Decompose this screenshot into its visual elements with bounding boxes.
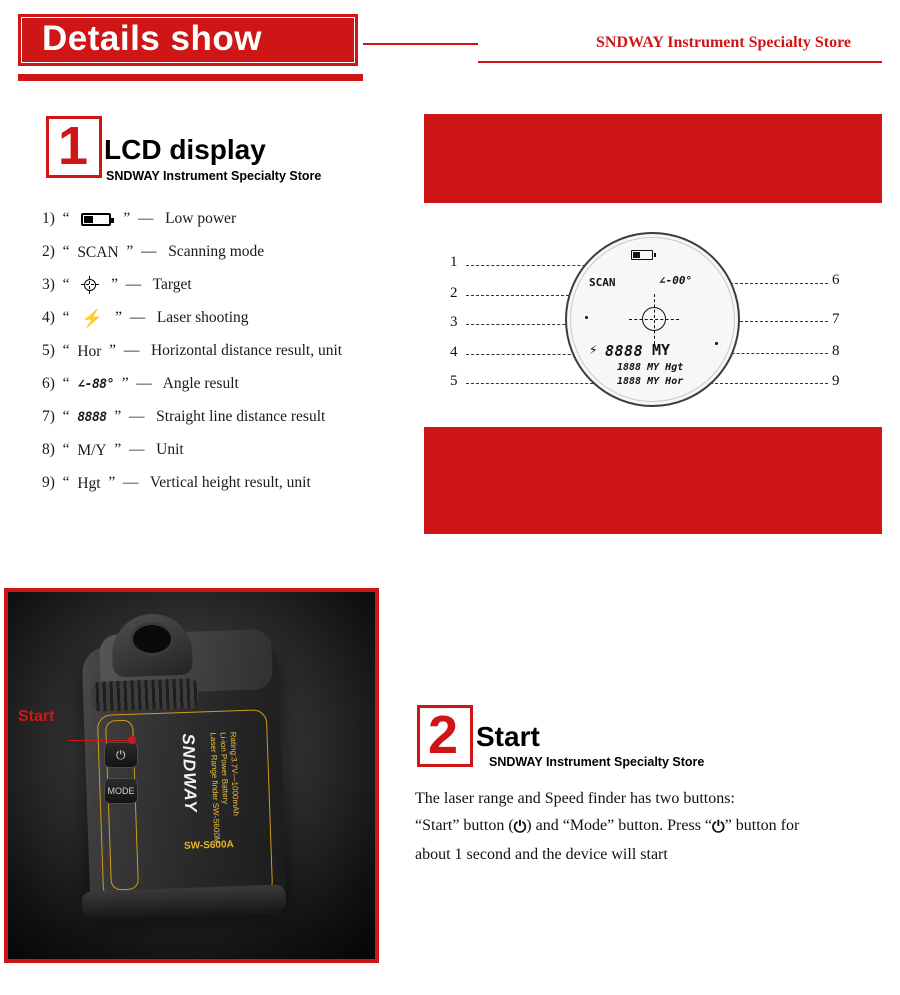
list-item: 2) “ SCAN ” — Scanning mode <box>42 235 402 268</box>
digits-label: 8888 <box>77 409 107 425</box>
leader-line-2 <box>466 295 584 296</box>
power-icon: ⏻ <box>513 819 527 836</box>
legend-index-4: 4) <box>42 309 55 326</box>
legend-dash-7: — <box>129 408 145 425</box>
device-mode-button[interactable]: MODE <box>104 778 138 804</box>
store-name: SNDWAY Instrument Specialty Store <box>596 34 851 51</box>
legend-index-6: 6) <box>42 375 55 392</box>
lcd-target-icon <box>629 294 679 344</box>
scan-label: SCAN <box>77 243 119 261</box>
lcd-distance-text: 8888 <box>605 342 644 360</box>
section-2-line-2c: ” button for <box>724 817 800 834</box>
product-photo <box>4 588 379 963</box>
lcd-hgt-value: 1888 <box>617 362 642 373</box>
device-start-button[interactable]: ⏻ <box>104 742 138 768</box>
legend-dash-1: — <box>137 210 154 227</box>
leader-line-4 <box>466 354 586 355</box>
lcd-angle-text: ∠-00° <box>659 274 693 287</box>
callout-left-3: 3 <box>450 314 458 330</box>
callout-left-1: 1 <box>450 254 458 270</box>
legend-index-2: 2) <box>42 243 55 260</box>
battery-icon <box>73 203 119 236</box>
list-item: 4) “ ⚡ ” — Laser shooting <box>42 301 402 334</box>
callout-left-4: 4 <box>450 344 458 360</box>
legend-index-3: 3) <box>42 276 55 293</box>
legend-dash-3: — <box>125 276 142 293</box>
lcd-battery-icon <box>631 250 653 260</box>
target-icon <box>77 269 103 302</box>
legend-desc-4: Laser shooting <box>156 309 249 326</box>
callout-right-8: 8 <box>832 343 840 359</box>
legend-desc-9: Vertical height result, unit <box>149 474 311 491</box>
lcd-legend-list <box>42 202 402 499</box>
legend-desc-8: Unit <box>156 441 184 458</box>
lcd-unit-text: MY <box>652 341 671 359</box>
laser-bolt-icon: ⚡ <box>81 309 103 329</box>
section-2-line-2 <box>415 812 885 841</box>
lcd-scan-text: SCAN <box>589 276 616 289</box>
device-brand-text: SNDWAY <box>178 733 201 814</box>
device-eyepiece-lens <box>130 622 174 656</box>
device-focus-grip <box>92 678 199 712</box>
leader-line-9 <box>700 383 828 384</box>
callout-right-7: 7 <box>832 311 840 327</box>
section-2-title: Start <box>476 721 540 752</box>
section-2-subtitle: SNDWAY Instrument Specialty Store <box>489 755 705 769</box>
legend-desc-5: Horizontal distance result, unit <box>150 342 343 359</box>
list-item: 1) “ ” — Low power <box>42 202 402 235</box>
legend-dash-8: — <box>129 441 145 458</box>
list-item: 6) “ ∠-88° ” — Angle result <box>42 367 402 400</box>
list-item: 7) “ 8888 ” — Straight line distance result <box>42 400 402 433</box>
start-callout-line <box>68 740 132 741</box>
legend-index-7: 7) <box>42 408 55 425</box>
device-spec-line-3: Rating:3.7V—1000mAh <box>228 731 241 816</box>
lcd-marker-dot-right <box>715 342 718 345</box>
legend-dash-9: — <box>122 474 139 491</box>
lcd-hgt-unit: MY Hgt <box>647 362 684 373</box>
callout-right-9: 9 <box>832 373 840 389</box>
section-1-subtitle: SNDWAY Instrument Specialty Store <box>106 169 322 183</box>
legend-desc-2: Scanning mode <box>168 243 265 260</box>
leader-line-5 <box>466 383 608 384</box>
legend-dash-2: — <box>141 243 157 260</box>
legend-index-8: 8) <box>42 441 55 458</box>
header-underline <box>18 74 363 81</box>
page-header <box>0 0 900 95</box>
lcd-hor-row <box>617 376 683 387</box>
callout-left-2: 2 <box>450 285 458 301</box>
device-spec-line-1: Laser Range finder SW-S600M <box>208 732 222 844</box>
lcd-hor-unit: MY Hor <box>647 376 684 387</box>
section-1-title: LCD display <box>104 134 266 165</box>
unit-label: M/Y <box>77 441 107 459</box>
device-model-text: SW-S600A <box>183 839 235 852</box>
hgt-label: Hgt <box>77 474 101 492</box>
callout-left-5: 5 <box>450 373 458 389</box>
callout-right-6: 6 <box>832 272 840 288</box>
lcd-hgt-row <box>617 362 683 373</box>
section-2-line-2b: ) and “Mode” button. Press “ <box>526 817 713 834</box>
lcd-laser-bolt-icon: ⚡ <box>589 342 598 358</box>
lcd-marker-dot-left <box>585 316 588 319</box>
hor-label: Hor <box>77 342 102 360</box>
legend-desc-3: Target <box>152 276 192 293</box>
section-2-line-1: The laser range and Speed finder has two buttons: <box>415 790 735 807</box>
section-2-line-2a: “Start” button ( <box>415 817 514 834</box>
legend-index-1: 1) <box>42 210 55 227</box>
angle-label: ∠-88° <box>77 376 114 392</box>
brand-underline <box>478 61 882 63</box>
legend-desc-1: Low power <box>165 210 237 227</box>
list-item: 9) “ Hgt ” — Vertical height result, unit <box>42 466 402 499</box>
start-callout-dot <box>128 736 136 744</box>
legend-dash-6: — <box>136 375 152 392</box>
device-label <box>178 731 267 873</box>
device-spec-line-2: Li-ion Power Battery <box>218 732 231 805</box>
power-icon: ⏻ <box>712 819 725 836</box>
lcd-screen-illustration <box>565 232 740 407</box>
lcd-hor-value: 1888 <box>617 376 642 387</box>
legend-dash-4: — <box>129 309 146 326</box>
legend-index-5: 5) <box>42 342 55 359</box>
section-2-line-3: about 1 second and the device will start <box>415 846 668 863</box>
legend-dash-5: — <box>123 342 140 359</box>
page-title: Details show <box>42 19 262 58</box>
legend-index-9: 9) <box>42 474 55 491</box>
start-callout-label: Start <box>18 708 55 725</box>
list-item: 3) “ ” — Target <box>42 268 402 301</box>
legend-desc-6: Angle result <box>162 375 239 392</box>
section-2-number: 2 <box>428 705 459 765</box>
list-item: 5) “ Hor ” — Horizontal distance result, unit <box>42 334 402 367</box>
section-2-body <box>415 785 885 868</box>
header-connector-line <box>363 43 478 45</box>
list-item: 8) “ M/Y ” — Unit <box>42 433 402 466</box>
legend-desc-7: Straight line distance result <box>156 408 326 425</box>
section-1-number: 1 <box>58 116 89 176</box>
